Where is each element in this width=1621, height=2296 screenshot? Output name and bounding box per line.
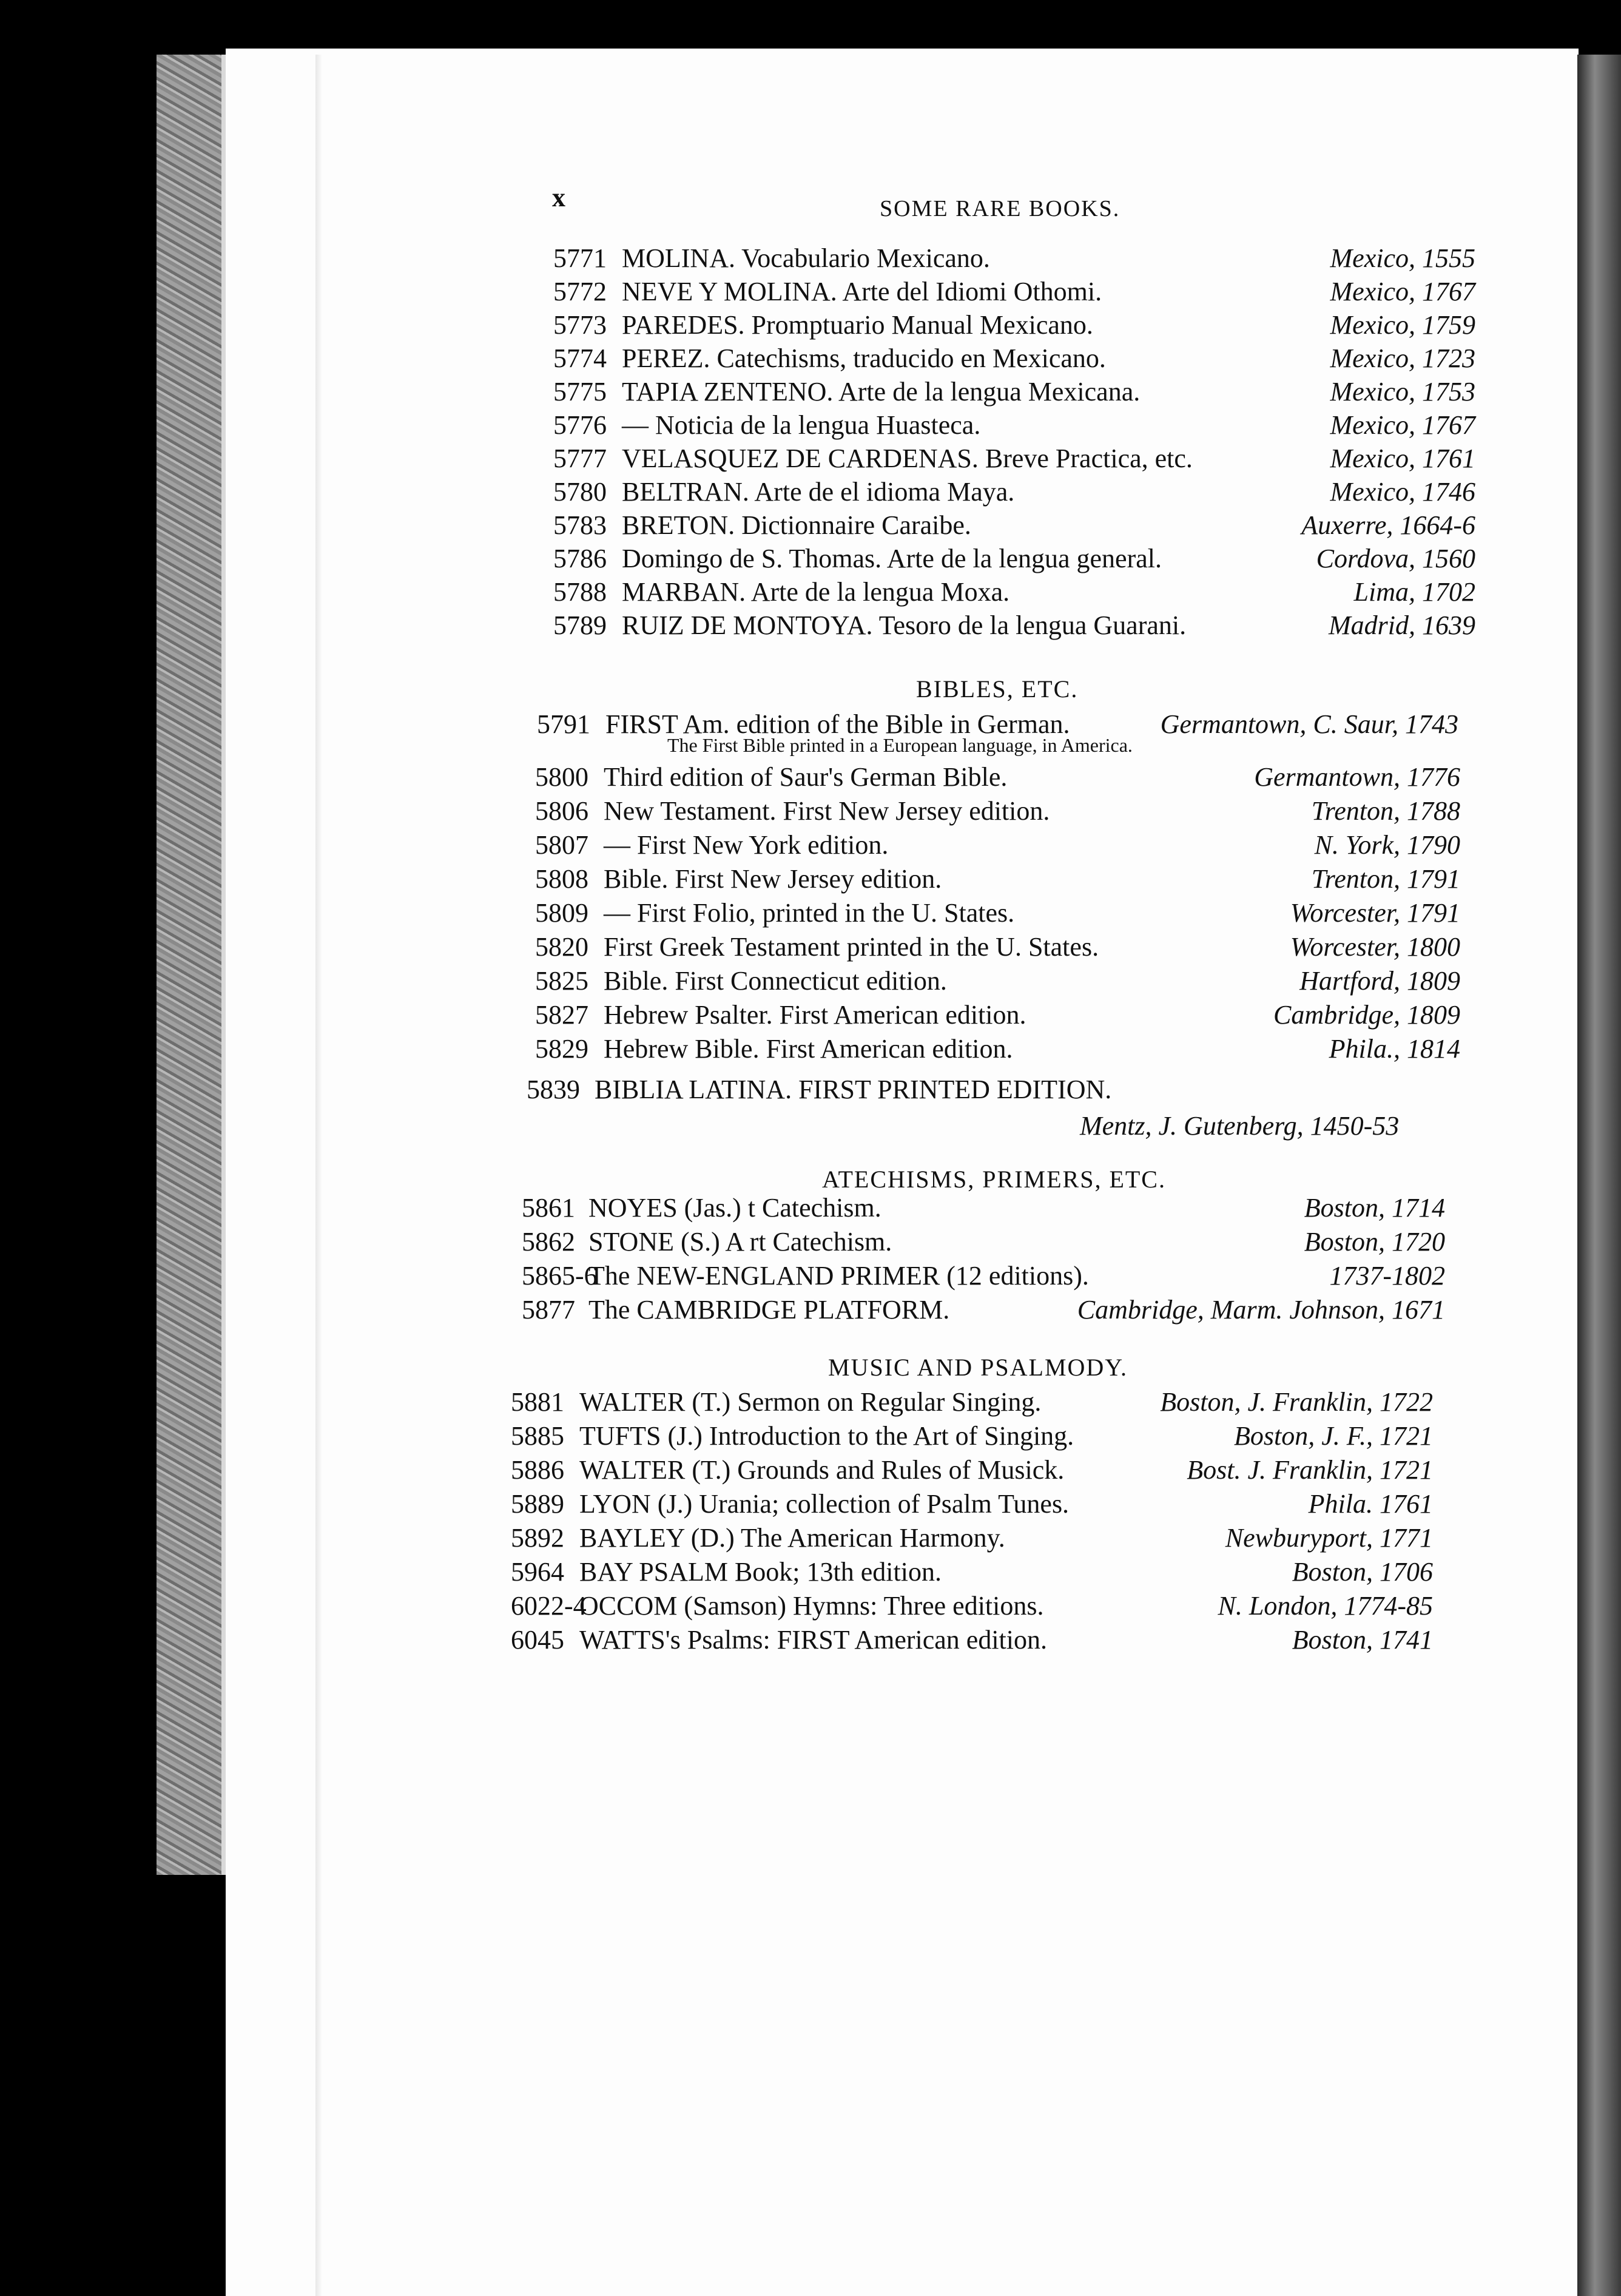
list-item — [0, 410, 1621, 445]
lot-number: 5889 — [511, 1489, 564, 1519]
entry-place: Phila. 1761 — [1308, 1489, 1433, 1519]
list-item — [0, 863, 1621, 899]
entry-place: Cordova, 1560 — [1316, 544, 1475, 573]
entry-title: First Greek Testament printed in the U. States. — [604, 932, 1099, 962]
entry-place: Mexico, 1723 — [1330, 343, 1475, 373]
entry-place: Mexico, 1759 — [1330, 310, 1475, 340]
lot-number: 5865-6 — [522, 1261, 598, 1291]
list-item — [0, 476, 1621, 512]
lot-number: 5783 — [553, 510, 607, 540]
entry-title: RUIZ DE MONTOYA. Tesoro de la lengua Guarani. — [622, 610, 1187, 640]
list-item — [0, 376, 1621, 411]
list-item — [0, 1420, 1621, 1456]
entry-title: — Noticia de la lengua Huasteca. — [622, 410, 981, 440]
entry-title: MARBAN. Arte de la lengua Moxa. — [622, 577, 1010, 607]
list-item — [0, 965, 1621, 1001]
entry-place: Germantown, C. Saur, 1743 — [1160, 709, 1458, 739]
lot-number: 5772 — [553, 277, 607, 306]
entry-place: Boston, 1720 — [1304, 1227, 1445, 1257]
entry-place: Mexico, 1767 — [1330, 277, 1475, 306]
entry-title: Hebrew Psalter. First American edition. — [604, 1000, 1026, 1030]
list-item — [0, 1294, 1621, 1329]
entry-title: BAY PSALM Book; 13th edition. — [579, 1557, 942, 1587]
entry-title: The NEW-ENGLAND PRIMER (12 editions). — [588, 1261, 1089, 1291]
list-item — [0, 1556, 1621, 1592]
lot-number: 5776 — [553, 410, 607, 440]
entry-place: Mexico, 1767 — [1330, 410, 1475, 440]
page-number: x — [552, 183, 565, 212]
entry-title: BAYLEY (D.) The American Harmony. — [579, 1523, 1005, 1553]
list-item — [0, 1522, 1621, 1558]
entry-place: Cambridge, 1809 — [1273, 1000, 1460, 1030]
list-item — [0, 1386, 1621, 1422]
list-item — [0, 543, 1621, 578]
lot-number: 5808 — [535, 864, 588, 894]
entry-title: NEVE Y MOLINA. Arte del Idiomi Othomi. — [622, 277, 1102, 306]
entry-title: New Testament. First New Jersey edition. — [604, 796, 1050, 826]
list-item — [0, 999, 1621, 1035]
list-item — [0, 343, 1621, 378]
section-heading-catechisms: ATECHISMS, PRIMERS, ETC. — [822, 1166, 1166, 1193]
entry-title: The CAMBRIDGE PLATFORM. — [588, 1295, 950, 1325]
lot-number: 5892 — [511, 1523, 564, 1553]
list-item — [0, 243, 1621, 278]
list-item — [0, 276, 1621, 311]
entry-title: PEREZ. Catechisms, traducido en Mexicano. — [622, 343, 1106, 373]
entry-place: Auxerre, 1664-6 — [1301, 510, 1475, 540]
entry-place: Newburyport, 1771 — [1225, 1523, 1433, 1553]
lot-number: 5881 — [511, 1387, 564, 1417]
lot-number: 5786 — [553, 544, 607, 573]
lot-number: 5775 — [553, 377, 607, 407]
entry-title: Domingo de S. Thomas. Arte de la lengua general. — [622, 544, 1162, 573]
entry-title: — First New York edition. — [604, 830, 889, 860]
list-item — [0, 931, 1621, 967]
lot-number: 5877 — [522, 1295, 575, 1325]
entry-title: NOYES (Jas.) t Catechism. — [588, 1193, 881, 1223]
list-item — [0, 443, 1621, 478]
entry-place: Worcester, 1800 — [1290, 932, 1460, 962]
entry-place: N. York, 1790 — [1314, 830, 1460, 860]
lot-number: 5809 — [535, 898, 588, 928]
lot-number: 5820 — [535, 932, 588, 962]
list-item — [0, 1033, 1621, 1069]
entry-imprint: Mentz, J. Gutenberg, 1450-53 — [1080, 1111, 1400, 1141]
entry-place: Mexico, 1761 — [1330, 444, 1475, 473]
lot-number: 5827 — [535, 1000, 588, 1030]
lot-number: 5861 — [522, 1193, 575, 1223]
lot-number: 5788 — [553, 577, 607, 607]
entry-title: WALTER (T.) Grounds and Rules of Musick. — [579, 1455, 1065, 1485]
entry-place: Cambridge, Marm. Johnson, 1671 — [1077, 1295, 1445, 1325]
lot-number: 5807 — [535, 830, 588, 860]
list-item — [0, 1260, 1621, 1295]
entry-place: Boston, 1714 — [1304, 1193, 1445, 1223]
list-item — [0, 1590, 1621, 1626]
lot-number: 6022-4 — [511, 1591, 587, 1621]
lot-number: 5774 — [553, 343, 607, 373]
lot-number: 5789 — [553, 610, 607, 640]
entry-title: — First Folio, printed in the U. States. — [604, 898, 1015, 928]
lot-number: 5886 — [511, 1455, 564, 1485]
entry-place: Boston, J. Franklin, 1722 — [1160, 1387, 1433, 1417]
list-item — [0, 576, 1621, 612]
entry-title: Hebrew Bible. First American edition. — [604, 1034, 1013, 1064]
entry-title: MOLINA. Vocabulario Mexicano. — [622, 243, 990, 273]
entry-title: Bible. First Connecticut edition. — [604, 966, 947, 996]
list-item — [0, 1454, 1621, 1490]
entry-title: BIBLIA LATINA. FIRST PRINTED EDITION. — [595, 1075, 1112, 1104]
lot-number: 5773 — [553, 310, 607, 340]
running-head: SOME RARE BOOKS. — [880, 196, 1121, 221]
entry-place: N. London, 1774-85 — [1218, 1591, 1433, 1621]
list-item — [0, 1624, 1621, 1660]
list-item — [0, 829, 1621, 865]
section-heading-bibles: BIBLES, ETC. — [916, 675, 1079, 703]
list-item — [0, 1226, 1621, 1261]
entry-title: VELASQUEZ DE CARDENAS. Breve Practica, etc. — [622, 444, 1193, 473]
entry-place: Mexico, 1753 — [1330, 377, 1475, 407]
entry-place: Hartford, 1809 — [1299, 966, 1460, 996]
entry-place: Mexico, 1555 — [1330, 243, 1475, 273]
lot-number: 5771 — [553, 243, 607, 273]
entry-title: BRETON. Dictionnaire Caraibe. — [622, 510, 971, 540]
lot-number: 5780 — [553, 477, 607, 507]
lot-number: 5964 — [511, 1557, 564, 1587]
entry-title: WATTS's Psalms: FIRST American edition. — [579, 1625, 1048, 1655]
entry-place: Phila., 1814 — [1329, 1034, 1460, 1064]
entry-title: Third edition of Saur's German Bible. — [604, 762, 1008, 792]
entry-note: The First Bible printed in a European language, in America. — [667, 734, 1133, 756]
entry-title: LYON (J.) Urania; collection of Psalm Tunes. — [579, 1489, 1070, 1519]
entry-title: BELTRAN. Arte de el idioma Maya. — [622, 477, 1015, 507]
entry-place: Worcester, 1791 — [1290, 898, 1460, 928]
lot-number: 6045 — [511, 1625, 564, 1655]
entry-title: Bible. First New Jersey edition. — [604, 864, 942, 894]
lot-number: 5839 — [527, 1075, 580, 1104]
list-item — [0, 1488, 1621, 1524]
lot-number: 5825 — [535, 966, 588, 996]
entry-title: PAREDES. Promptuario Manual Mexicano. — [622, 310, 1093, 340]
entry-title: TAPIA ZENTENO. Arte de la lengua Mexicana. — [622, 377, 1141, 407]
entry-title: STONE (S.) A rt Catechism. — [588, 1227, 892, 1257]
list-item — [0, 897, 1621, 933]
entry-place: Trenton, 1788 — [1311, 796, 1460, 826]
list-item — [0, 510, 1621, 545]
lot-number: 5777 — [553, 444, 607, 473]
list-item — [0, 309, 1621, 345]
list-item — [0, 761, 1621, 797]
entry-place: 1737-1802 — [1329, 1261, 1445, 1291]
entry-title: FIRST Am. edition of the Bible in German. — [605, 709, 1070, 739]
lot-number: 5800 — [535, 762, 588, 792]
entry-title: WALTER (T.) Sermon on Regular Singing. — [579, 1387, 1042, 1417]
lot-number: 5791 — [537, 709, 590, 739]
entry-place: Germantown, 1776 — [1254, 762, 1460, 792]
entry-place: Mexico, 1746 — [1330, 477, 1475, 507]
list-item — [0, 1074, 1621, 1109]
entry-place: Trenton, 1791 — [1311, 864, 1460, 894]
entry-place: Lima, 1702 — [1353, 577, 1475, 607]
entry-place: Madrid, 1639 — [1329, 610, 1475, 640]
entry-place: Boston, J. F., 1721 — [1234, 1421, 1433, 1451]
entry-title: OCCOM (Samson) Hymns: Three editions. — [579, 1591, 1044, 1621]
lot-number: 5806 — [535, 796, 588, 826]
lot-number: 5862 — [522, 1227, 575, 1257]
list-item — [0, 795, 1621, 831]
entry-place: Bost. J. Franklin, 1721 — [1187, 1455, 1433, 1485]
lot-number: 5829 — [535, 1034, 588, 1064]
entry-place: Boston, 1706 — [1292, 1557, 1433, 1587]
entry-place: Boston, 1741 — [1292, 1625, 1433, 1655]
lot-number: 5885 — [511, 1421, 564, 1451]
section-heading-music: MUSIC AND PSALMODY. — [828, 1354, 1128, 1381]
list-item — [0, 610, 1621, 645]
entry-title: TUFTS (J.) Introduction to the Art of Singing. — [579, 1421, 1074, 1451]
list-item — [0, 1192, 1621, 1227]
